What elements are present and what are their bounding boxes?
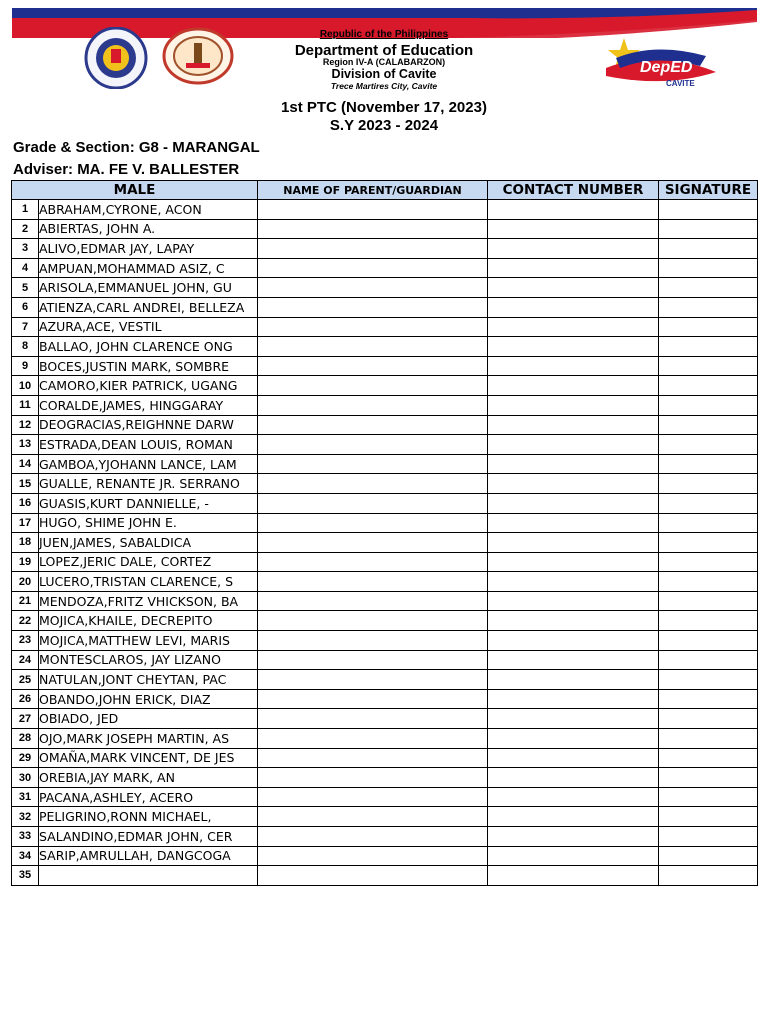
student-name: ARISOLA,EMMANUEL JOHN, GU <box>39 278 258 298</box>
student-name: GAMBOA,YJOHANN LANCE, LAM <box>39 454 258 474</box>
parent-name-cell[interactable] <box>258 650 488 670</box>
signature-cell[interactable] <box>659 513 758 533</box>
parent-name-cell[interactable] <box>258 219 488 239</box>
contact-number-cell[interactable] <box>488 670 659 690</box>
signature-cell[interactable] <box>659 533 758 553</box>
contact-number-cell[interactable] <box>488 278 659 298</box>
table-row <box>12 297 758 317</box>
signature-cell[interactable] <box>659 768 758 788</box>
student-name: AMPUAN,MOHAMMAD ASIZ, C <box>39 258 258 278</box>
signature-cell[interactable] <box>659 317 758 337</box>
parent-name-cell[interactable] <box>258 591 488 611</box>
adviser: Adviser: MA. FE V. BALLESTER <box>13 161 240 178</box>
parent-name-cell[interactable] <box>258 552 488 572</box>
table-row <box>12 356 758 376</box>
table-row <box>12 337 758 357</box>
contact-number-cell[interactable] <box>488 395 659 415</box>
table-row <box>12 200 758 220</box>
row-number: 29 <box>12 748 39 768</box>
parent-name-cell[interactable] <box>258 572 488 592</box>
signature-cell[interactable] <box>659 239 758 259</box>
table-row <box>12 729 758 749</box>
contact-number-cell[interactable] <box>488 200 659 220</box>
parent-name-cell[interactable] <box>258 200 488 220</box>
student-name: BALLAO, JOHN CLARENCE ONG <box>39 337 258 357</box>
student-name: PACANA,ASHLEY, ACERO <box>39 787 258 807</box>
student-name: ATIENZA,CARL ANDREI, BELLEZA <box>39 297 258 317</box>
table-row <box>12 474 758 494</box>
student-name: MENDOZA,FRITZ VHICKSON, BA <box>39 591 258 611</box>
table-row <box>12 395 758 415</box>
contact-number-cell[interactable] <box>488 258 659 278</box>
student-name: SARIP,AMRULLAH, DANGCOGA <box>39 846 258 866</box>
table-row <box>12 572 758 592</box>
row-number: 35 <box>12 866 39 886</box>
table-row <box>12 454 758 474</box>
contact-number-cell[interactable] <box>488 631 659 651</box>
student-name: GUASIS,KURT DANNIELLE, - <box>39 493 258 513</box>
parent-name-cell[interactable] <box>258 376 488 396</box>
student-name: SALANDINO,EDMAR JOHN, CER <box>39 827 258 847</box>
student-name: ABRAHAM,CYRONE, ACON <box>39 200 258 220</box>
table-row <box>12 513 758 533</box>
table-row <box>12 533 758 553</box>
row-number: 20 <box>12 572 39 592</box>
row-number: 24 <box>12 650 39 670</box>
table-row <box>12 807 758 827</box>
student-name: DEOGRACIAS,REIGHNNE DARW <box>39 415 258 435</box>
parent-name-cell[interactable] <box>258 337 488 357</box>
table-row <box>12 591 758 611</box>
signature-cell[interactable] <box>659 376 758 396</box>
contact-number-cell[interactable] <box>488 572 659 592</box>
table-body <box>12 200 758 886</box>
student-name: BOCES,JUSTIN MARK, SOMBRE <box>39 356 258 376</box>
contact-header: CONTACT NUMBER <box>488 181 659 200</box>
parent-name-cell[interactable] <box>258 317 488 337</box>
parent-name-cell[interactable] <box>258 787 488 807</box>
parent-name-cell[interactable] <box>258 454 488 474</box>
row-number: 5 <box>12 278 39 298</box>
table-row <box>12 650 758 670</box>
contact-number-cell[interactable] <box>488 866 659 886</box>
parent-name-cell[interactable] <box>258 258 488 278</box>
table-row <box>12 278 758 298</box>
parent-name-cell[interactable] <box>258 846 488 866</box>
student-name: JUEN,JAMES, SABALDICA <box>39 533 258 553</box>
table-row <box>12 219 758 239</box>
parent-name-cell[interactable] <box>258 533 488 553</box>
contact-number-cell[interactable] <box>488 454 659 474</box>
row-number: 8 <box>12 337 39 357</box>
signature-cell[interactable] <box>659 474 758 494</box>
table-row <box>12 709 758 729</box>
student-name: OJO,MARK JOSEPH MARTIN, AS <box>39 729 258 749</box>
contact-number-cell[interactable] <box>488 317 659 337</box>
parent-name-cell[interactable] <box>258 631 488 651</box>
row-number: 6 <box>12 297 39 317</box>
parent-name-cell[interactable] <box>258 709 488 729</box>
signature-cell[interactable] <box>659 258 758 278</box>
signature-cell[interactable] <box>659 572 758 592</box>
contact-number-cell[interactable] <box>488 474 659 494</box>
contact-number-cell[interactable] <box>488 768 659 788</box>
row-number: 1 <box>12 200 39 220</box>
contact-number-cell[interactable] <box>488 611 659 631</box>
parent-name-cell[interactable] <box>258 493 488 513</box>
signature-cell[interactable] <box>659 729 758 749</box>
student-name: CAMORO,KIER PATRICK, UGANG <box>39 376 258 396</box>
signature-cell[interactable] <box>659 337 758 357</box>
signature-cell[interactable] <box>659 807 758 827</box>
contact-number-cell[interactable] <box>488 748 659 768</box>
row-number: 31 <box>12 787 39 807</box>
contact-number-cell[interactable] <box>488 239 659 259</box>
student-name: OBIADO, JED <box>39 709 258 729</box>
parent-name-cell[interactable] <box>258 297 488 317</box>
row-number: 13 <box>12 435 39 455</box>
student-name: MOJICA,MATTHEW LEVI, MARIS <box>39 631 258 651</box>
student-name: OMAÑA,MARK VINCENT, DE JES <box>39 748 258 768</box>
table-row <box>12 258 758 278</box>
table-row <box>12 748 758 768</box>
parent-name-cell[interactable] <box>258 356 488 376</box>
row-number: 12 <box>12 415 39 435</box>
signature-cell[interactable] <box>659 278 758 298</box>
signature-cell[interactable] <box>659 631 758 651</box>
signature-cell[interactable] <box>659 415 758 435</box>
signature-cell[interactable] <box>659 670 758 690</box>
row-number: 27 <box>12 709 39 729</box>
signature-cell[interactable] <box>659 200 758 220</box>
row-number: 28 <box>12 729 39 749</box>
student-name: CORALDE,JAMES, HINGGARAY <box>39 395 258 415</box>
row-number: 18 <box>12 533 39 553</box>
table-row <box>12 552 758 572</box>
signature-cell[interactable] <box>659 552 758 572</box>
signature-cell[interactable] <box>659 611 758 631</box>
row-number: 17 <box>12 513 39 533</box>
row-number: 33 <box>12 827 39 847</box>
student-name: ALIVO,EDMAR JAY, LAPAY <box>39 239 258 259</box>
row-number: 14 <box>12 454 39 474</box>
contact-number-cell[interactable] <box>488 729 659 749</box>
parent-name-cell[interactable] <box>258 395 488 415</box>
student-name <box>39 866 258 886</box>
row-number: 2 <box>12 219 39 239</box>
signature-cell[interactable] <box>659 787 758 807</box>
division-heading: Division of Cavite <box>331 67 437 81</box>
signature-cell[interactable] <box>659 454 758 474</box>
signature-cell[interactable] <box>659 827 758 847</box>
row-number: 22 <box>12 611 39 631</box>
signature-cell[interactable] <box>659 435 758 455</box>
table-row <box>12 611 758 631</box>
contact-number-cell[interactable] <box>488 376 659 396</box>
signature-cell[interactable] <box>659 591 758 611</box>
parent-name-cell[interactable] <box>258 474 488 494</box>
contact-number-cell[interactable] <box>488 787 659 807</box>
deped-logo-sub: CAVITE <box>666 79 695 88</box>
student-name: OREBIA,JAY MARK, AN <box>39 768 258 788</box>
row-number: 32 <box>12 807 39 827</box>
row-number: 4 <box>12 258 39 278</box>
parent-name-cell[interactable] <box>258 239 488 259</box>
contact-number-cell[interactable] <box>488 435 659 455</box>
contact-number-cell[interactable] <box>488 493 659 513</box>
table-row <box>12 689 758 709</box>
student-name: LUCERO,TRISTAN CLARENCE, S <box>39 572 258 592</box>
row-number: 10 <box>12 376 39 396</box>
contact-number-cell[interactable] <box>488 709 659 729</box>
contact-number-cell[interactable] <box>488 219 659 239</box>
contact-number-cell[interactable] <box>488 533 659 553</box>
table-row <box>12 846 758 866</box>
signature-cell[interactable] <box>659 395 758 415</box>
school-year: S.Y 2023 - 2024 <box>329 117 439 134</box>
student-name: AZURA,ACE, VESTIL <box>39 317 258 337</box>
contact-number-cell[interactable] <box>488 846 659 866</box>
table-row <box>12 631 758 651</box>
student-name: GUALLE, RENANTE JR. SERRANO <box>39 474 258 494</box>
parent-name-cell[interactable] <box>258 513 488 533</box>
contact-number-cell[interactable] <box>488 356 659 376</box>
student-name: PELIGRINO,RONN MICHAEL, <box>39 807 258 827</box>
contact-number-cell[interactable] <box>488 827 659 847</box>
parent-name-cell[interactable] <box>258 866 488 886</box>
signature-cell[interactable] <box>659 219 758 239</box>
parent-header: NAME OF PARENT/GUARDIAN <box>258 181 488 200</box>
student-name: ESTRADA,DEAN LOUIS, ROMAN <box>39 435 258 455</box>
signature-cell[interactable] <box>659 356 758 376</box>
signature-cell[interactable] <box>659 748 758 768</box>
student-name: HUGO, SHIME JOHN E. <box>39 513 258 533</box>
table-row <box>12 435 758 455</box>
table-row <box>12 493 758 513</box>
contact-number-cell[interactable] <box>488 552 659 572</box>
parent-name-cell[interactable] <box>258 729 488 749</box>
student-name: NATULAN,JONT CHEYTAN, PAC <box>39 670 258 690</box>
row-number: 23 <box>12 631 39 651</box>
contact-number-cell[interactable] <box>488 591 659 611</box>
row-number: 30 <box>12 768 39 788</box>
signature-header: SIGNATURE <box>659 181 758 200</box>
parent-name-cell[interactable] <box>258 807 488 827</box>
table-row <box>12 317 758 337</box>
row-number: 7 <box>12 317 39 337</box>
parent-name-cell[interactable] <box>258 435 488 455</box>
row-number: 19 <box>12 552 39 572</box>
row-number: 15 <box>12 474 39 494</box>
row-number: 9 <box>12 356 39 376</box>
student-name: LOPEZ,JERIC DALE, CORTEZ <box>39 552 258 572</box>
contact-number-cell[interactable] <box>488 807 659 827</box>
signature-cell[interactable] <box>659 709 758 729</box>
student-name: OBANDO,JOHN ERICK, DIAZ <box>39 689 258 709</box>
contact-number-cell[interactable] <box>488 513 659 533</box>
city-heading: Trece Martires City, Cavite <box>330 81 438 91</box>
table-row <box>12 768 758 788</box>
male-header: MALE <box>12 181 258 200</box>
republic-heading: Republic of the Philippines <box>319 29 449 40</box>
table-row <box>12 670 758 690</box>
deped-logo-text: DepED <box>640 59 693 76</box>
row-number: 26 <box>12 689 39 709</box>
parent-name-cell[interactable] <box>258 748 488 768</box>
department-heading: Department of Education <box>294 42 474 59</box>
table-row <box>12 376 758 396</box>
table-row <box>12 866 758 886</box>
parent-name-cell[interactable] <box>258 768 488 788</box>
row-number: 11 <box>12 395 39 415</box>
document-title: 1st PTC (November 17, 2023) <box>281 99 487 116</box>
signature-cell[interactable] <box>659 650 758 670</box>
signature-cell[interactable] <box>659 493 758 513</box>
row-number: 21 <box>12 591 39 611</box>
contact-number-cell[interactable] <box>488 650 659 670</box>
parent-name-cell[interactable] <box>258 670 488 690</box>
attendance-table <box>11 180 758 886</box>
table-row <box>12 239 758 259</box>
table-row <box>12 415 758 435</box>
signature-cell[interactable] <box>659 846 758 866</box>
row-number: 3 <box>12 239 39 259</box>
student-name: ABIERTAS, JOHN A. <box>39 219 258 239</box>
row-number: 25 <box>12 670 39 690</box>
student-name: MOJICA,KHAILE, DECREPITO <box>39 611 258 631</box>
parent-name-cell[interactable] <box>258 415 488 435</box>
parent-name-cell[interactable] <box>258 689 488 709</box>
parent-name-cell[interactable] <box>258 278 488 298</box>
table-row <box>12 827 758 847</box>
signature-cell[interactable] <box>659 297 758 317</box>
region-heading: Region IV-A (CALABARZON) <box>322 57 446 67</box>
contact-number-cell[interactable] <box>488 297 659 317</box>
row-number: 16 <box>12 493 39 513</box>
signature-cell[interactable] <box>659 866 758 886</box>
table-header-row <box>12 181 758 200</box>
contact-number-cell[interactable] <box>488 689 659 709</box>
row-number: 34 <box>12 846 39 866</box>
table-row <box>12 787 758 807</box>
contact-number-cell[interactable] <box>488 415 659 435</box>
signature-cell[interactable] <box>659 689 758 709</box>
parent-name-cell[interactable] <box>258 827 488 847</box>
student-name: MONTESCLAROS, JAY LIZANO <box>39 650 258 670</box>
contact-number-cell[interactable] <box>488 337 659 357</box>
parent-name-cell[interactable] <box>258 611 488 631</box>
grade-section: Grade & Section: G8 - MARANGAL <box>13 139 260 156</box>
